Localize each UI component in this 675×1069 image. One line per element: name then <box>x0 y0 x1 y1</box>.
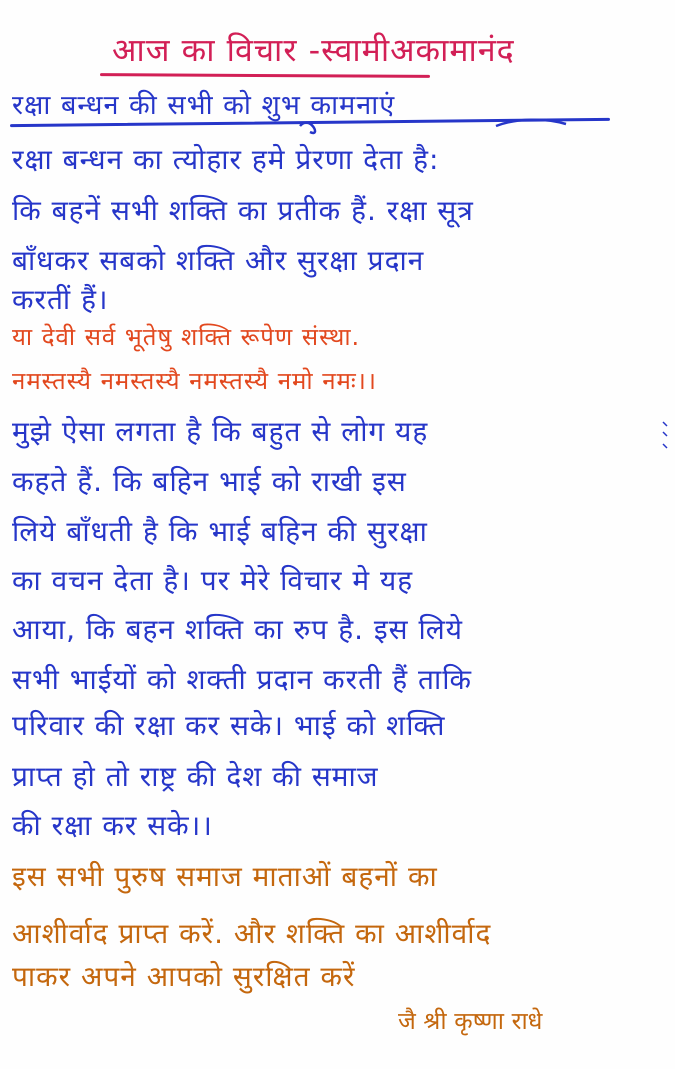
decorative-swirl-icon <box>296 112 616 140</box>
signature: जै श्री कृष्णा राधे <box>398 1007 543 1035</box>
paragraph2-line-4: का वचन देता है। पर मेरे विचार मे यह <box>12 564 414 597</box>
paragraph1-line-1: रक्षा बन्धन का त्योहार हमे प्रेरणा देता है: <box>12 143 440 176</box>
mantra-line-2: नमस्तस्यै नमस्तस्यै नमस्तस्यै नमो नमः।। <box>12 367 377 395</box>
paragraph2-line-8: प्राप्त हो तो राष्ट्र की देश की समाज <box>12 760 379 793</box>
closing-line-3: पाकर अपने आपको सुरक्षित करें <box>12 960 356 993</box>
paragraph2-line-7: परिवार की रक्षा कर सके। भाई को शक्ति <box>12 709 446 742</box>
paragraph1-line-2: कि बहनें सभी शक्ति का प्रतीक हैं. रक्षा सूत्र <box>12 194 474 227</box>
margin-mark-icon <box>660 418 670 458</box>
paragraph2-line-2: कहते हैं. कि बहिन भाई को राखी इस <box>12 465 407 498</box>
mantra-line-1: या देवी सर्व भूतेषु शक्ति रूपेण संस्था. <box>12 323 361 351</box>
paragraph1-line-4: करतीं हैं। <box>12 283 109 316</box>
paragraph2-line-9: की रक्षा कर सके।। <box>12 809 213 842</box>
closing-line-2: आशीर्वाद प्राप्त करें. और शक्ति का आशीर्वाद <box>12 917 492 950</box>
closing-line-1: इस सभी पुरुष समाज माताओं बहनों का <box>12 860 438 893</box>
greeting-line: रक्षा बन्धन की सभी को शुभ कामनाएं <box>12 90 396 121</box>
paragraph1-line-3: बाँधकर सबको शक्ति और सुरक्षा प्रदान <box>12 244 425 277</box>
paragraph2-line-5: आया, कि बहन शक्ति का रुप है. इस लिये <box>12 613 463 646</box>
page-title: आज का विचार -स्वामीअकामानंद <box>112 31 515 69</box>
paragraph2-line-1: मुझे ऐसा लगता है कि बहुत से लोग यह <box>12 415 429 448</box>
paragraph2-line-6: सभी भाईयों को शक्ती प्रदान करती हैं ताकि <box>12 663 472 696</box>
paragraph2-line-3: लिये बाँधती है कि भाई बहिन की सुरक्षा <box>12 515 428 548</box>
title-underline <box>100 73 430 78</box>
